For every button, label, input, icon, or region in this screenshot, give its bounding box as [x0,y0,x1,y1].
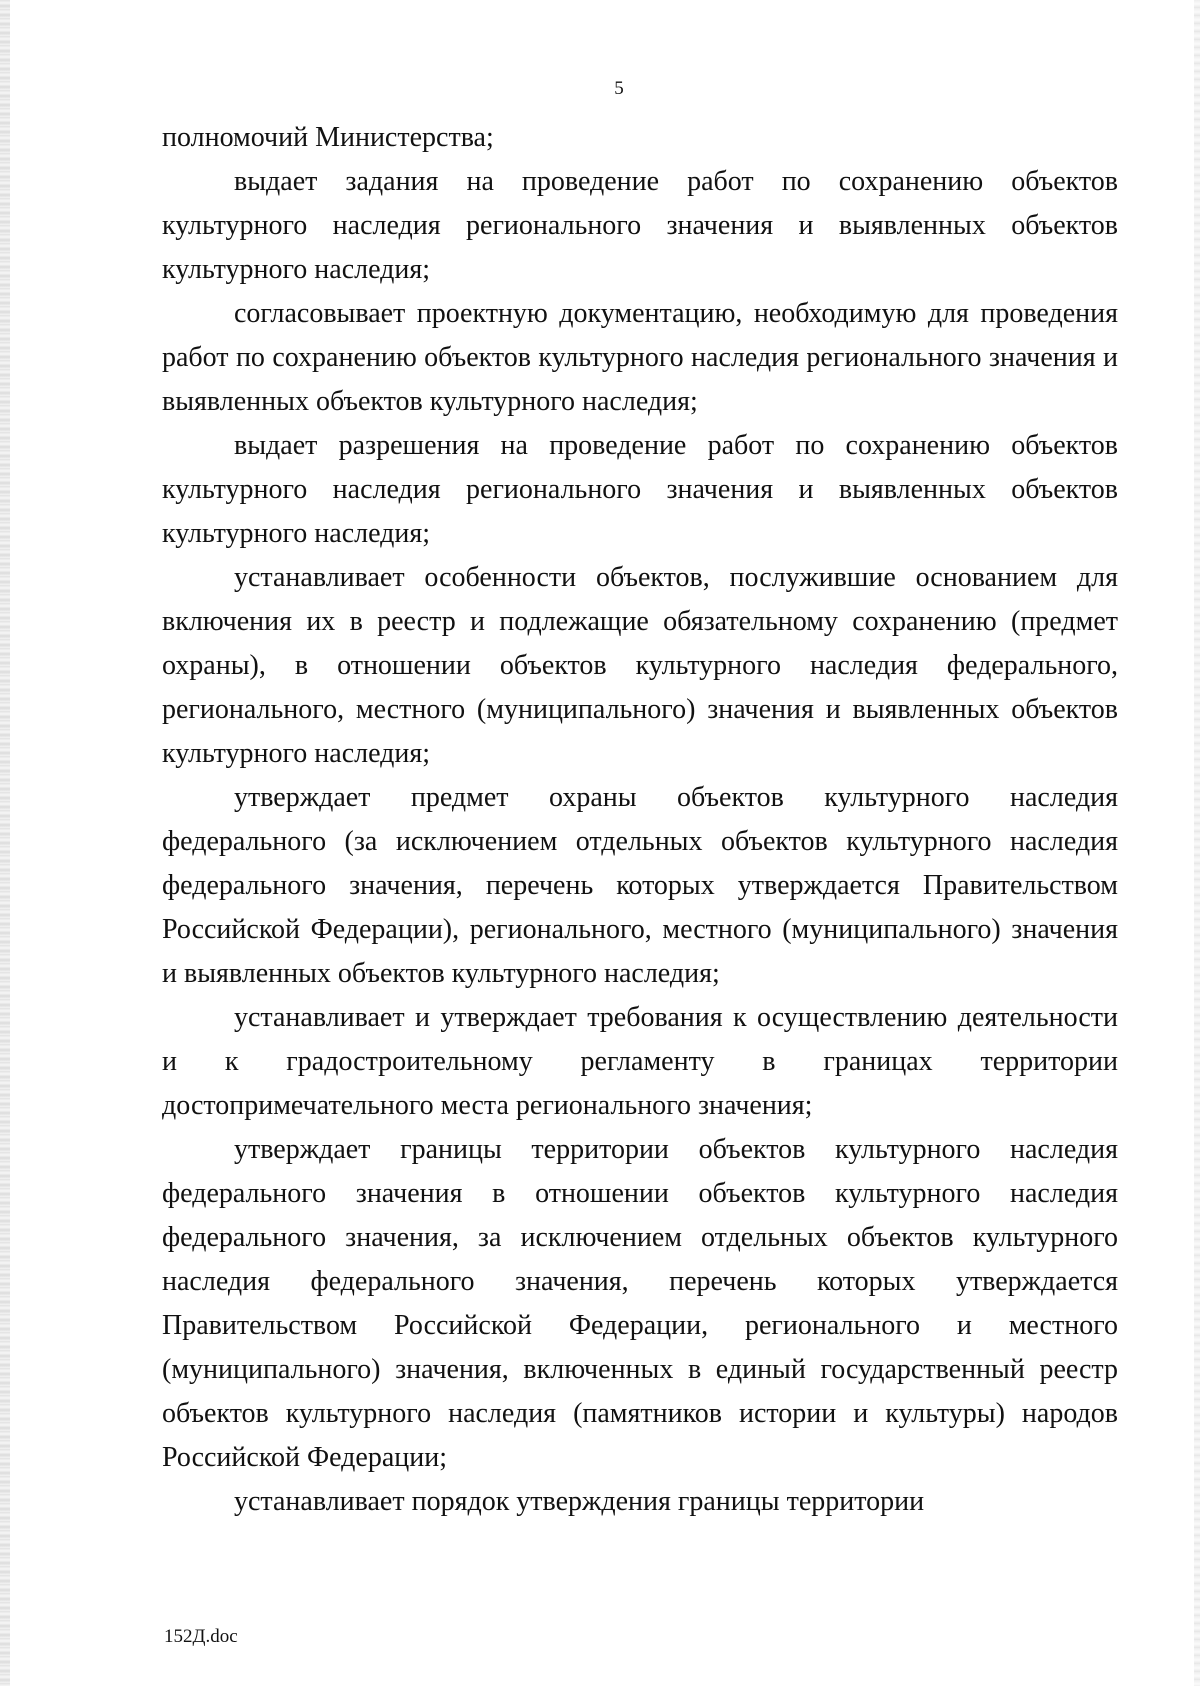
document-body [162,116,1118,1524]
page-number: 5 [614,78,624,99]
paragraph-continuation: полномочий Министерства; [162,122,494,153]
paragraph-project-docs: согласовывает проектную документацию, необходимую для проведения работ по сохранению объектов культурного наследия регионального значения и выявленных объектов культурного наследия; [162,298,1118,417]
scan-edge-left [0,0,10,1686]
footer-filename: 152Д.doc [164,1626,238,1647]
paragraph-requirements: устанавливает и утверждает требования к осуществлению деятельности и к градостроительному регламенту в границах территории достопримечательного места регионального значения; [162,1002,1118,1121]
paragraph-features: устанавливает особенности объектов, послужившие основанием для включения их в реестр и подлежащие обязательному сохранению (предмет охраны), в отношении объектов культурного наследия федерального, регионального, местного (муниципального) значения и выявленных объектов культурного наследия; [162,562,1118,769]
paragraph-approval-procedure: устанавливает порядок утверждения границы территории [234,1486,925,1517]
paragraph-permits: выдает разрешения на проведение работ по сохранению объектов культурного наследия регионального значения и выявленных объектов культурного наследия; [162,430,1118,549]
paragraph-protection-subject: утверждает предмет охраны объектов культурного наследия федерального (за исключением отдельных объектов культурного наследия федерального значения, перечень которых утверждается Правительством Российской Федерации), регионального, местного (муниципального) значения и выявленных объектов культурного наследия; [162,782,1118,989]
paragraph-tasks: выдает задания на проведение работ по сохранению объектов культурного наследия регионального значения и выявленных объектов культурного наследия; [162,166,1118,285]
scan-edge-right [1194,0,1200,1686]
paragraph-territory-borders: утверждает границы территории объектов культурного наследия федерального значения в отношении объектов культурного наследия федерального значения, за исключением отдельных объектов культурного наследия федерального значения, перечень которых утверждается Правительством Российской Федерации, регионального и местного (муниципального) значения, включенных в единый государственный реестр объектов культурного наследия (памятников истории и культуры) народов Российской Федерации; [162,1134,1118,1473]
